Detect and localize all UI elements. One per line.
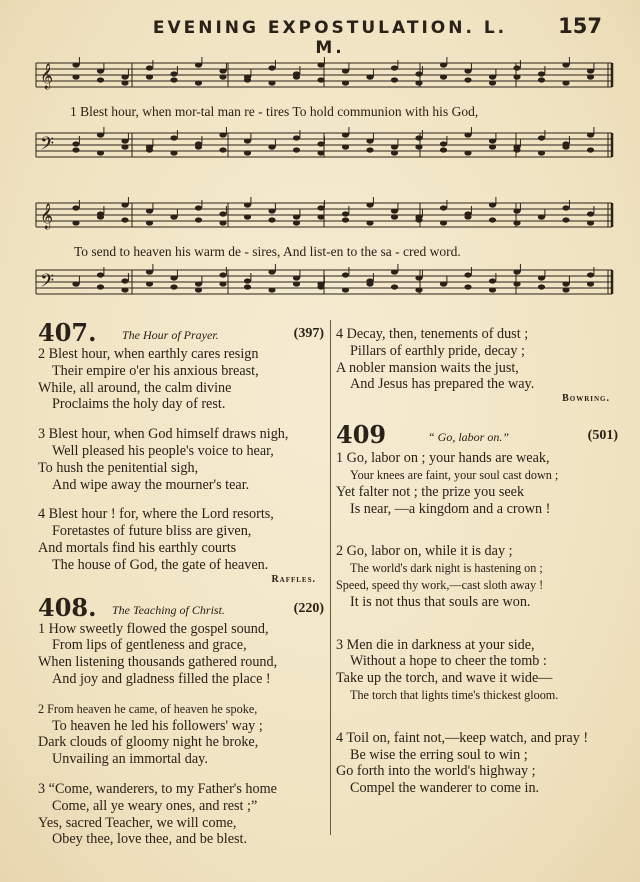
note-head	[268, 208, 275, 213]
note-head	[317, 284, 324, 289]
attribution: Raffles.	[271, 573, 316, 585]
hymn-number: 408.	[38, 592, 97, 622]
note-head	[391, 77, 398, 82]
verse-line: When listening thousands gathered round,	[38, 654, 278, 671]
note-head	[219, 211, 226, 216]
hymn-header	[336, 420, 620, 450]
note-head	[97, 68, 104, 73]
note-head	[391, 65, 398, 70]
note-head	[244, 214, 251, 219]
note-head	[72, 220, 79, 225]
note-head	[244, 278, 251, 283]
note-head	[587, 272, 594, 277]
note-head	[97, 272, 104, 277]
note-head	[415, 275, 422, 280]
clef-icon: 𝄞	[40, 204, 54, 229]
note-head	[489, 287, 496, 292]
verse-line: To hush the penitential sigh,	[38, 459, 199, 476]
left-column	[38, 318, 326, 861]
note-head	[97, 284, 104, 289]
note-head	[72, 62, 79, 67]
note-head	[464, 284, 471, 289]
note-head	[415, 217, 422, 222]
note-head	[440, 141, 447, 146]
verse-line: And Jesus has prepared the way.	[350, 376, 535, 393]
note-head	[219, 220, 226, 225]
stanza	[38, 426, 326, 493]
verse-line: Come, all ye weary ones, and rest ;”	[52, 797, 258, 814]
note-head	[146, 208, 153, 213]
note-head	[342, 287, 349, 292]
hymn-title: “ Go, labor on.”	[428, 430, 510, 445]
note-head	[293, 147, 300, 152]
note-head	[464, 132, 471, 137]
verse-line: Foretastes of future bliss are given,	[52, 523, 252, 540]
note-head	[342, 132, 349, 137]
note-head	[195, 80, 202, 85]
verse-line: 3 Men die in darkness at your side,	[336, 636, 535, 653]
column-divider	[330, 320, 331, 835]
note-head	[268, 80, 275, 85]
verse-line: A nobler mansion waits the just,	[336, 359, 519, 376]
lyrics-line-2: To send to heaven his warm de - sires, And list-en to the sa - cred word.	[74, 244, 461, 259]
note-head	[391, 150, 398, 155]
clef-icon: 𝄢	[40, 134, 55, 159]
note-head	[244, 138, 251, 143]
hymn-reference: (397)	[293, 326, 324, 341]
verse-line: 4 Toil on, faint not,—keep watch, and pray !	[336, 729, 589, 746]
note-head	[317, 205, 324, 210]
music-score	[0, 0, 640, 320]
note-head	[293, 135, 300, 140]
note-head	[244, 284, 251, 289]
note-head	[97, 77, 104, 82]
note-head	[121, 287, 128, 292]
note-head	[219, 132, 226, 137]
note-head	[219, 74, 226, 79]
verse-line: Well pleased his people's voice to hear,	[52, 442, 274, 459]
note-head	[538, 77, 545, 82]
note-head	[587, 211, 594, 216]
stanza	[38, 346, 326, 413]
note-head	[489, 202, 496, 207]
note-head	[170, 150, 177, 155]
note-head	[244, 77, 251, 82]
note-head	[391, 208, 398, 213]
note-head	[464, 150, 471, 155]
note-head	[366, 281, 373, 286]
note-head	[219, 272, 226, 277]
verse-line: While, all around, the calm divine	[38, 379, 232, 396]
note-head	[170, 77, 177, 82]
stanza	[336, 326, 620, 393]
note-head	[317, 141, 324, 146]
verse-line: And mortals find his earthly courts	[38, 539, 237, 556]
note-head	[513, 281, 520, 286]
note-head	[562, 80, 569, 85]
note-head	[464, 272, 471, 277]
stanza	[38, 621, 326, 688]
note-head	[146, 269, 153, 274]
note-head	[415, 135, 422, 140]
note-head	[72, 74, 79, 79]
note-head	[366, 220, 373, 225]
note-head	[562, 287, 569, 292]
note-head	[72, 205, 79, 210]
note-head	[391, 144, 398, 149]
stanza	[336, 730, 620, 797]
clef-icon: 𝄢	[40, 271, 55, 296]
note-head	[366, 202, 373, 207]
note-head	[538, 214, 545, 219]
hymn-reference: (220)	[293, 600, 324, 616]
verse-line: Is near, —a kingdom and a crown !	[350, 500, 551, 517]
verse-line: 2 Go, labor on, while it is day ;	[336, 543, 513, 560]
verse-line: The world's dark night is hastening on ;	[350, 561, 543, 576]
note-head	[72, 281, 79, 286]
verse-line: Dark clouds of gloomy night he broke,	[38, 734, 259, 751]
note-head	[170, 284, 177, 289]
hymn-number: 407.	[38, 318, 97, 347]
note-head	[562, 62, 569, 67]
note-head	[293, 214, 300, 219]
note-head	[489, 138, 496, 143]
verse-line: Your knees are faint, your soul cast down ;	[350, 467, 559, 482]
note-head	[293, 281, 300, 286]
stanza	[38, 781, 326, 848]
note-head	[489, 80, 496, 85]
note-head	[440, 147, 447, 152]
note-head	[244, 202, 251, 207]
note-head	[195, 281, 202, 286]
note-head	[440, 62, 447, 67]
verse-line: 1 How sweetly flowed the gospel sound,	[38, 620, 269, 637]
note-head	[513, 65, 520, 70]
verse-line: 4 Blest hour ! for, where the Lord resorts,	[38, 506, 274, 523]
note-head	[121, 217, 128, 222]
hymn-header	[38, 593, 326, 621]
verse-line: From lips of gentleness and grace,	[52, 637, 247, 654]
note-head	[342, 272, 349, 277]
note-head	[97, 132, 104, 137]
note-head	[562, 281, 569, 286]
attribution: Bowring.	[562, 393, 610, 405]
note-head	[342, 80, 349, 85]
stanza	[38, 506, 326, 573]
note-head	[391, 214, 398, 219]
note-head	[195, 287, 202, 292]
note-head	[268, 287, 275, 292]
verse-line: Speed, speed thy work,—cast sloth away !	[336, 577, 544, 592]
note-head	[121, 278, 128, 283]
verse-line: Compel the wanderer to come in.	[350, 780, 540, 797]
note-head	[513, 208, 520, 213]
note-head	[342, 68, 349, 73]
note-head	[440, 220, 447, 225]
note-head	[587, 147, 594, 152]
verse-line: Yes, sacred Teacher, we will come,	[38, 814, 237, 831]
note-head	[513, 269, 520, 274]
note-head	[97, 214, 104, 219]
note-head	[146, 147, 153, 152]
note-head	[293, 275, 300, 280]
hymn-title: The Hour of Prayer.	[122, 328, 219, 342]
note-head	[317, 77, 324, 82]
verse-line: It is not thus that souls are won.	[350, 593, 531, 610]
clef-icon: 𝄞	[40, 64, 54, 89]
note-head	[366, 138, 373, 143]
stanza	[38, 701, 326, 768]
hymn-number: 409	[336, 420, 387, 450]
note-head	[121, 74, 128, 79]
note-head	[415, 144, 422, 149]
verse-line: To heaven he led his followers' way ;	[52, 717, 263, 734]
note-head	[562, 205, 569, 210]
right-column	[336, 326, 620, 810]
note-head	[538, 71, 545, 76]
note-head	[121, 80, 128, 85]
note-head	[366, 74, 373, 79]
hymn-header	[38, 318, 326, 346]
note-head	[440, 74, 447, 79]
verse-line: And joy and gladness filled the place !	[52, 670, 271, 687]
note-head	[489, 144, 496, 149]
note-head	[195, 144, 202, 149]
stanza	[336, 543, 620, 610]
note-head	[587, 132, 594, 137]
note-head	[146, 281, 153, 286]
verse-line: And wipe away the mourner's tear.	[52, 476, 250, 493]
verse-line: Yet falter not ; the prize you seek	[336, 483, 525, 500]
note-head	[219, 68, 226, 73]
note-head	[268, 65, 275, 70]
note-head	[195, 62, 202, 67]
stanza	[336, 637, 620, 704]
verse-line: The house of God, the gate of heaven.	[52, 556, 269, 573]
note-head	[464, 77, 471, 82]
verse-line: Their empire o'er his anxious breast,	[52, 362, 259, 379]
note-head	[268, 144, 275, 149]
note-head	[342, 217, 349, 222]
verse-line: 3 Blest hour, when God himself draws nigh,	[38, 426, 289, 443]
verse-line: Go forth into the world's highway ;	[336, 763, 536, 780]
note-head	[415, 80, 422, 85]
note-head	[293, 220, 300, 225]
note-head	[513, 74, 520, 79]
hymn-reference: (501)	[587, 428, 618, 444]
note-head	[538, 275, 545, 280]
note-head	[489, 278, 496, 283]
verse-line: 4 Decay, then, tenements of dust ;	[336, 326, 529, 342]
note-head	[489, 74, 496, 79]
note-head	[170, 275, 177, 280]
note-head	[562, 217, 569, 222]
note-head	[587, 74, 594, 79]
tune-title: EVENING EXPOSTULATION. L. M.	[152, 18, 508, 58]
note-head	[513, 147, 520, 152]
note-head	[342, 144, 349, 149]
verse-line: The torch that lights time's thickest gloom.	[350, 687, 559, 702]
note-head	[219, 147, 226, 152]
note-head	[415, 71, 422, 76]
note-head	[538, 150, 545, 155]
note-head	[195, 217, 202, 222]
note-head	[293, 74, 300, 79]
note-head	[146, 65, 153, 70]
note-head	[587, 68, 594, 73]
note-head	[72, 147, 79, 152]
note-head	[317, 214, 324, 219]
note-head	[538, 284, 545, 289]
verse-line: Proclaims the holy day of rest.	[52, 396, 226, 413]
note-head	[72, 141, 79, 146]
hymn-title: The Teaching of Christ.	[112, 602, 225, 617]
note-head	[219, 281, 226, 286]
verse-line: Obey thee, love thee, and be blest.	[52, 831, 248, 848]
note-head	[587, 220, 594, 225]
note-head	[342, 211, 349, 216]
note-head	[146, 74, 153, 79]
page-number: 157	[558, 14, 602, 38]
stanza	[336, 450, 620, 517]
note-head	[464, 214, 471, 219]
note-head	[391, 284, 398, 289]
verse-line: Pillars of earthly pride, decay ;	[350, 342, 525, 359]
note-head	[121, 138, 128, 143]
note-head	[440, 281, 447, 286]
lyrics-line-1: 1 Blest hour, when mor-tal man re - tires To hold communion with his God,	[70, 104, 479, 119]
note-head	[146, 220, 153, 225]
verse-line: 2 From heaven he came, of heaven he spoke,	[38, 701, 258, 716]
note-head	[538, 135, 545, 140]
note-head	[121, 144, 128, 149]
note-head	[464, 68, 471, 73]
verse-line: 3 “Come, wanderers, to my Father's home	[38, 780, 277, 797]
note-head	[268, 269, 275, 274]
note-head	[170, 71, 177, 76]
note-head	[366, 147, 373, 152]
note-head	[244, 150, 251, 155]
note-head	[97, 150, 104, 155]
note-head	[121, 202, 128, 207]
note-head	[440, 205, 447, 210]
verse-line: 2 Blest hour, when earthly cares resign	[38, 346, 259, 362]
verse-line: Be wise the erring soul to win ;	[350, 746, 528, 763]
note-head	[415, 287, 422, 292]
note-head	[268, 217, 275, 222]
verse-line: Unvailing an immortal day.	[52, 751, 208, 768]
note-head	[317, 62, 324, 67]
note-head	[170, 135, 177, 140]
note-head	[513, 220, 520, 225]
note-head	[489, 217, 496, 222]
note-head	[562, 144, 569, 149]
verse-line: Without a hope to cheer the tomb :	[350, 653, 547, 670]
verse-line: Take up the torch, and wave it wide—	[336, 670, 553, 687]
note-head	[170, 214, 177, 219]
note-head	[587, 281, 594, 286]
note-head	[195, 205, 202, 210]
note-head	[391, 269, 398, 274]
note-head	[317, 150, 324, 155]
verse-line: 1 Go, labor on ; your hands are weak,	[336, 450, 550, 467]
